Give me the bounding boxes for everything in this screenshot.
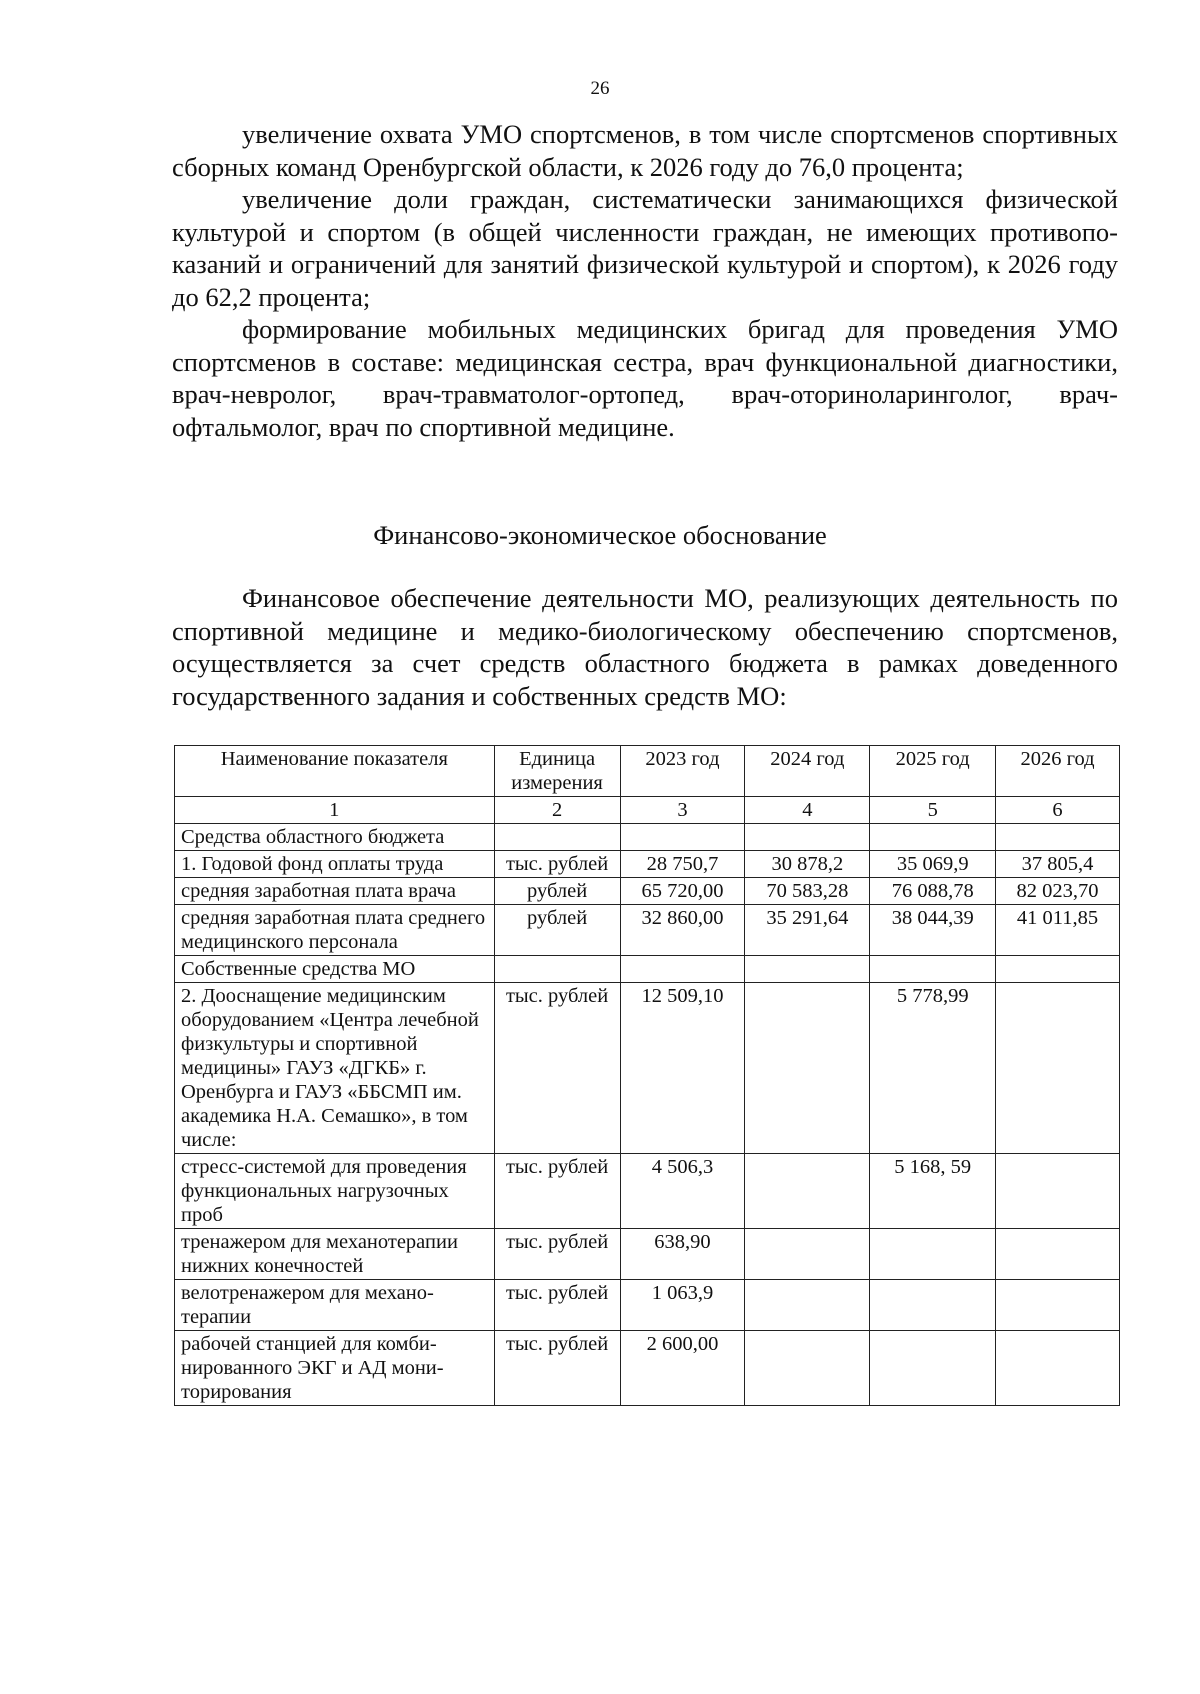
row-name: 1. Годовой фонд оплаты труда xyxy=(175,851,495,878)
value-2026: 82 023,70 xyxy=(996,878,1120,905)
table-row xyxy=(175,851,1120,878)
value-2026: 41 011,85 xyxy=(996,905,1120,956)
row-name: тренажером для механотерапии нижних конечностей xyxy=(175,1229,495,1280)
row-unit xyxy=(494,956,620,983)
column-number: 6 xyxy=(996,797,1120,824)
value-2025: 38 044,39 xyxy=(870,905,996,956)
value-2026 xyxy=(996,1154,1120,1229)
value-2023 xyxy=(620,824,745,851)
table-row xyxy=(175,983,1120,1154)
row-name: Собственные средства МО xyxy=(175,956,495,983)
row-unit: тыс. рублей xyxy=(494,983,620,1154)
value-2026 xyxy=(996,1331,1120,1406)
value-2026 xyxy=(996,983,1120,1154)
value-2024: 70 583,28 xyxy=(745,878,870,905)
table-row xyxy=(175,1154,1120,1229)
row-unit: рублей xyxy=(494,878,620,905)
value-2024 xyxy=(745,1331,870,1406)
paragraph-share: увеличение доли граждан, систематически занимающихся физической культурой и спортом (в общей численности граждан, не имеющих противопоказаний и ограничений для занятий физической культурой и спортом), к 2026 году до 62,2 процента; xyxy=(172,184,1118,312)
value-2024: 30 878,2 xyxy=(745,851,870,878)
row-name: средняя заработная плата врача xyxy=(175,878,495,905)
header-indicator: Наименование показателя xyxy=(175,746,495,797)
value-2023: 32 860,00 xyxy=(620,905,745,956)
row-name: стресс-системой для проведения функциональных нагрузочных проб xyxy=(175,1154,495,1229)
row-unit: тыс. рублей xyxy=(494,1229,620,1280)
value-2025: 5 168, 59 xyxy=(870,1154,996,1229)
column-number: 3 xyxy=(620,797,745,824)
paragraph-brigades: формирование мобильных медицинских бригад для проведения УМО спортсменов в составе: медицинская сестра, врач функциональной диагностики, врач-невролог, врач-травматолог-ортопед, врач-оториноларинголог, врач-офтальмолог, врач по спортивной медицине. xyxy=(172,314,1118,442)
value-2024: 35 291,64 xyxy=(745,905,870,956)
table-row xyxy=(175,956,1120,983)
row-name: Средства областного бюджета xyxy=(175,824,495,851)
value-2023: 2 600,00 xyxy=(620,1331,745,1406)
section-heading: Финансово-экономическое обоснование xyxy=(373,520,827,550)
value-2024 xyxy=(745,1229,870,1280)
paragraph-coverage: увеличение охвата УМО спортсменов, в том числе спортсменов спортивных сборных команд Оренбургской области, к 2026 году до 76,0 процента; xyxy=(172,119,1118,182)
financing-table-body xyxy=(175,746,1120,1406)
table-row xyxy=(175,878,1120,905)
row-unit: рублей xyxy=(494,905,620,956)
row-unit xyxy=(494,824,620,851)
value-2026 xyxy=(996,956,1120,983)
value-2023 xyxy=(620,956,745,983)
table-row xyxy=(175,1229,1120,1280)
value-2025: 35 069,9 xyxy=(870,851,996,878)
column-number: 2 xyxy=(494,797,620,824)
column-number: 4 xyxy=(745,797,870,824)
value-2025 xyxy=(870,1280,996,1331)
table-row xyxy=(175,905,1120,956)
value-2026 xyxy=(996,1280,1120,1331)
value-2024 xyxy=(745,956,870,983)
paragraph-intro: Финансовое обеспечение деятельности МО, реализующих деятельность по спортивной медицине и медико-биологическому обеспечению спортсменов, осуществляется за счет средств областного бюджета в рамках доведенного государственного задания и собственных средств МО: xyxy=(172,583,1118,711)
row-unit: тыс. рублей xyxy=(494,1331,620,1406)
header-2025: 2025 год xyxy=(870,746,996,797)
table-row xyxy=(175,1331,1120,1406)
header-2023: 2023 год xyxy=(620,746,745,797)
header-2026: 2026 год xyxy=(996,746,1120,797)
column-number: 5 xyxy=(870,797,996,824)
value-2024 xyxy=(745,824,870,851)
financing-table xyxy=(174,745,1120,1406)
value-2024 xyxy=(745,1154,870,1229)
value-2025 xyxy=(870,824,996,851)
page-number: 26 xyxy=(590,78,610,99)
value-2023: 1 063,9 xyxy=(620,1280,745,1331)
value-2023: 638,90 xyxy=(620,1229,745,1280)
row-name: рабочей станцией для комбинированного ЭКГ и АД мониторирования xyxy=(175,1331,495,1406)
row-unit: тыс. рублей xyxy=(494,1280,620,1331)
value-2025: 76 088,78 xyxy=(870,878,996,905)
value-2024 xyxy=(745,1280,870,1331)
value-2026: 37 805,4 xyxy=(996,851,1120,878)
value-2025: 5 778,99 xyxy=(870,983,996,1154)
row-name: 2. Дооснащение медицинским оборудованием «Центра лечебной физкультуры и спортивной медицины» ГАУЗ «ДГКБ» г. Оренбурга и ГАУЗ «ББСМП им. академика Н.А. Семашко», в том числе: xyxy=(175,983,495,1154)
value-2023: 4 506,3 xyxy=(620,1154,745,1229)
column-number-row xyxy=(175,797,1120,824)
header-unit: Единица измерения xyxy=(494,746,620,797)
value-2025 xyxy=(870,956,996,983)
value-2026 xyxy=(996,1229,1120,1280)
row-unit: тыс. рублей xyxy=(494,851,620,878)
table-row xyxy=(175,1280,1120,1331)
value-2023: 12 509,10 xyxy=(620,983,745,1154)
value-2023: 28 750,7 xyxy=(620,851,745,878)
table-row xyxy=(175,824,1120,851)
goals-text xyxy=(172,118,1118,443)
value-2025 xyxy=(870,1331,996,1406)
value-2026 xyxy=(996,824,1120,851)
value-2024 xyxy=(745,983,870,1154)
table-header-row xyxy=(175,746,1120,797)
value-2025 xyxy=(870,1229,996,1280)
row-unit: тыс. рублей xyxy=(494,1154,620,1229)
column-number: 1 xyxy=(175,797,495,824)
intro-text xyxy=(172,582,1118,712)
value-2023: 65 720,00 xyxy=(620,878,745,905)
row-name: средняя заработная плата среднего медицинского персонала xyxy=(175,905,495,956)
header-2024: 2024 год xyxy=(745,746,870,797)
row-name: велотренажером для механотерапии xyxy=(175,1280,495,1331)
